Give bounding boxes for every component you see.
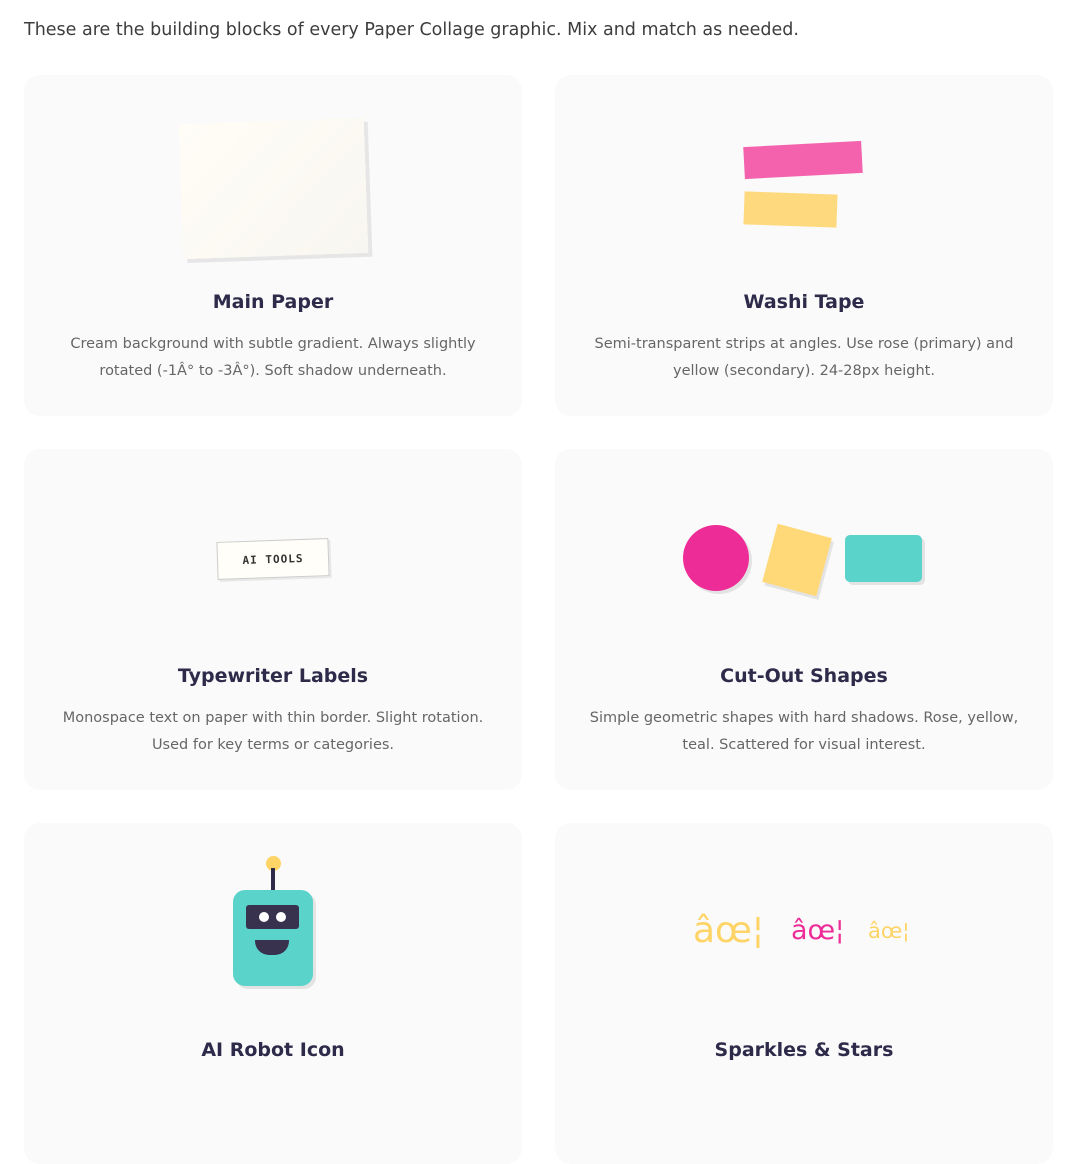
card-title: Main Paper <box>212 291 334 313</box>
square-shape <box>762 524 832 596</box>
rectangle-shape <box>845 535 922 582</box>
typewriter-label: AI TOOLS <box>216 538 329 580</box>
card-cut-out-shapes <box>555 449 1053 790</box>
washi-tape-yellow <box>743 191 837 227</box>
paper-sample <box>179 118 369 259</box>
sparkle-icon: âœ¦ <box>791 915 845 946</box>
card-title: Washi Tape <box>743 291 865 313</box>
card-title: Cut-Out Shapes <box>720 665 888 687</box>
card-description: Simple geometric shapes with hard shadows. Rose, yellow, teal. Scattered for visual interest. <box>589 710 1019 753</box>
robot-icon <box>233 856 315 986</box>
card-sparkles-stars <box>555 823 1053 1164</box>
sparkle-icon: âœ¦ <box>693 910 765 951</box>
card-typewriter-labels <box>24 449 522 790</box>
card-title: Sparkles & Stars <box>714 1039 894 1061</box>
intro-text: These are the building blocks of every Paper Collage graphic. Mix and match as needed. <box>24 20 799 40</box>
card-ai-robot-icon <box>24 823 522 1164</box>
card-washi-tape <box>555 75 1053 416</box>
sparkle-icon: âœ¦ <box>868 919 910 943</box>
card-description: Cream background with subtle gradient. Always slightly rotated (-1Â° to -3Â°). Soft shadow underneath. <box>70 336 476 379</box>
card-description: Monospace text on paper with thin border. Slight rotation. Used for key terms or categories. <box>62 710 484 753</box>
card-title: Typewriter Labels <box>177 665 369 687</box>
card-description: Semi-transparent strips at angles. Use rose (primary) and yellow (secondary). 24-28px height. <box>594 336 1014 379</box>
washi-tape-rose <box>743 141 863 179</box>
card-title: AI Robot Icon <box>201 1039 345 1061</box>
card-main-paper <box>24 75 522 416</box>
circle-shape <box>683 525 749 591</box>
